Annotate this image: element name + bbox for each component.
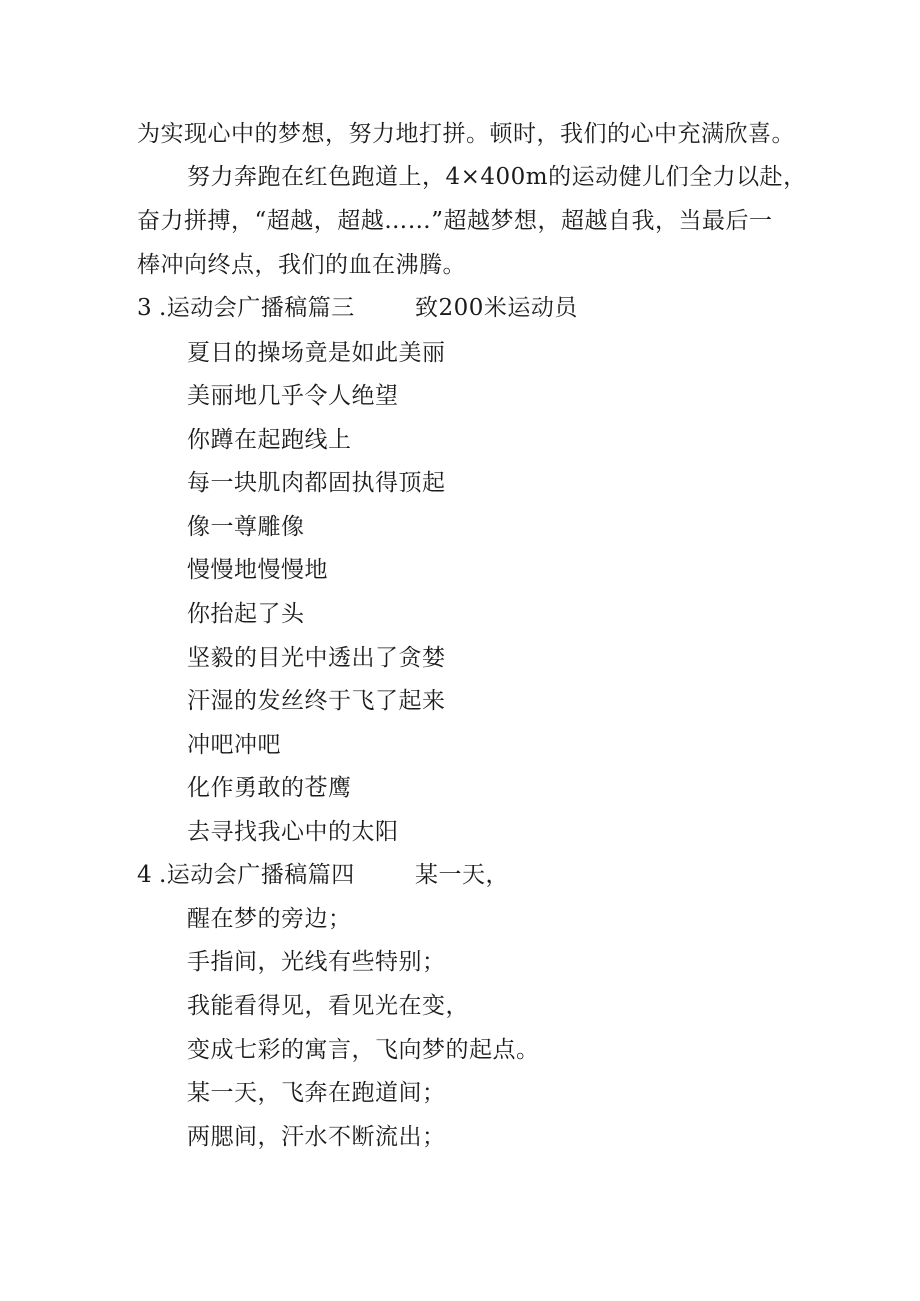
poem-line: 去寻找我心中的太阳	[187, 819, 399, 845]
poem-line: 变成七彩的寓言，飞向梦的起点。	[187, 1037, 540, 1063]
paragraph-line: 棒冲向终点，我们的血在沸腾。	[137, 252, 466, 278]
paragraph-line: 奋力拼搏，“超越，超越……”超越梦想，超越自我，当最后一	[137, 208, 773, 234]
section-title: .运动会广播稿篇三	[159, 295, 355, 321]
section-subtitle: 致200米运动员	[415, 295, 578, 321]
poem-line: 汗湿的发丝终于飞了起来	[187, 688, 446, 714]
poem-line: 两腮间，汗水不断流出；	[187, 1124, 446, 1150]
poem-line: 你蹲在起跑线上	[187, 427, 352, 453]
poem-line: 美丽地几乎令人绝望	[187, 383, 399, 409]
poem-line: 像一尊雕像	[187, 514, 305, 540]
section-title: .运动会广播稿篇四	[159, 862, 355, 888]
poem-line: 我能看得见，看见光在变，	[187, 993, 469, 1019]
section-number: 4	[137, 862, 153, 888]
poem-line: 醒在梦的旁边；	[187, 906, 352, 932]
poem-line: 某一天，飞奔在跑道间；	[187, 1080, 446, 1106]
poem-line: 化作勇敢的苍鹰	[187, 775, 352, 801]
poem-line: 你抬起了头	[187, 601, 305, 627]
poem-line: 冲吧冲吧	[187, 732, 281, 758]
poem-line: 慢慢地慢慢地	[187, 557, 328, 583]
section-subtitle: 某一天，	[415, 862, 509, 888]
poem-line: 坚毅的目光中透出了贪婪	[187, 645, 446, 671]
poem-line: 夏日的操场竟是如此美丽	[187, 340, 446, 366]
section-number: 3	[137, 295, 153, 321]
paragraph-line: 为实现心中的梦想，努力地打拼。顿时，我们的心中充满欣喜。	[137, 121, 795, 147]
paragraph-line: 努力奔跑在红色跑道上，4×400m的运动健儿们全力以赴，	[187, 164, 807, 190]
poem-line: 手指间，光线有些特别；	[187, 949, 446, 975]
poem-line: 每一块肌肉都固执得顶起	[187, 470, 446, 496]
